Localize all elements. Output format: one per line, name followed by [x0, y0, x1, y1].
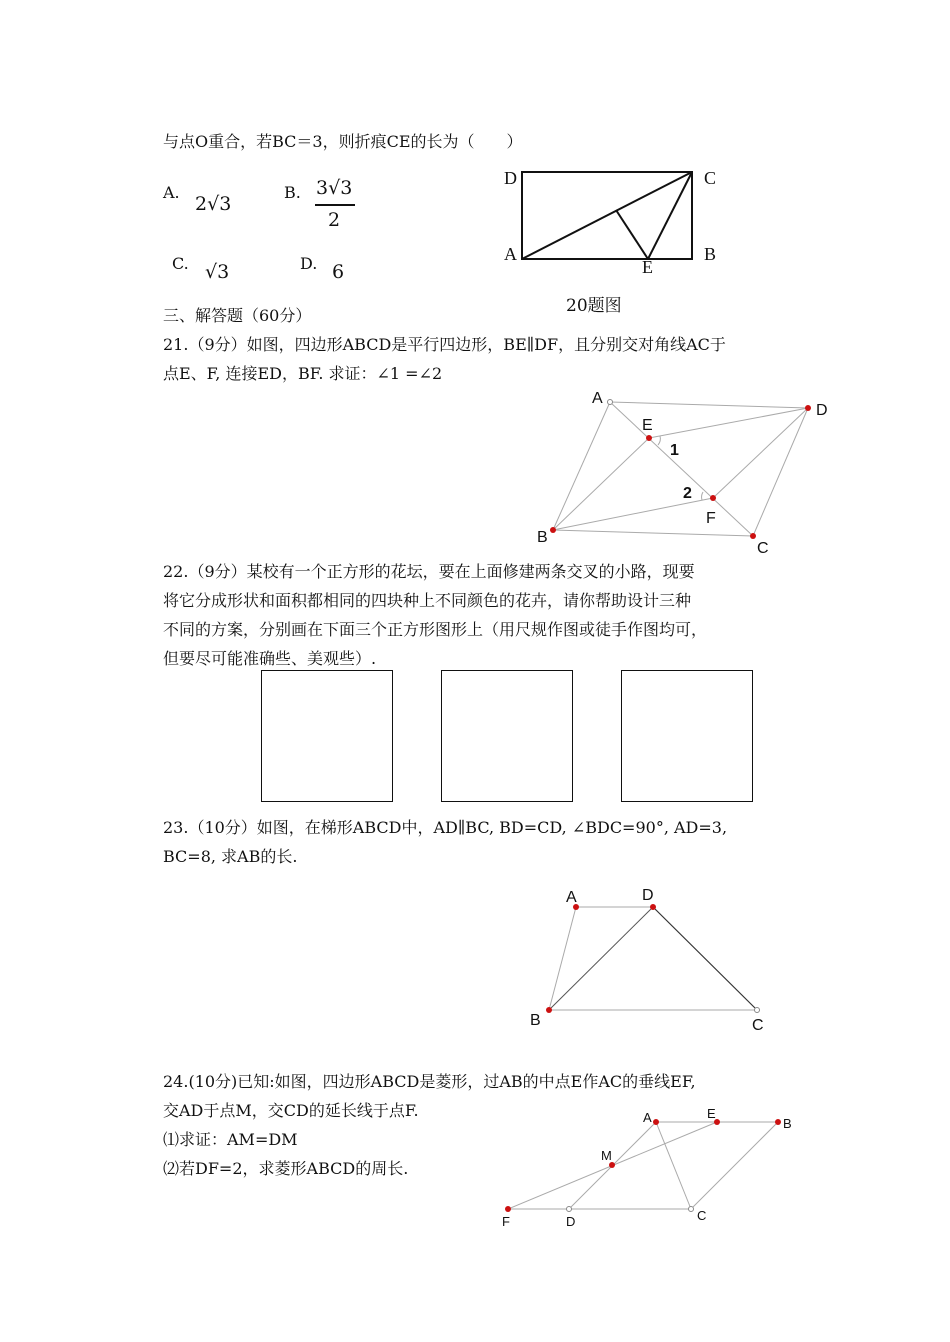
q21-point-c	[750, 533, 756, 539]
q21-side-ad	[610, 402, 808, 408]
q21-label-angle-2: 2	[683, 485, 692, 502]
q23-side-dc	[653, 907, 757, 1010]
q22-line-2: 将它分成形状和面积都相同的四块种上不同颜色的花卉，请你帮助设计三种	[163, 591, 692, 610]
q23-line-1: 23.（10分）如图，在梯形ABCD中，AD∥BC, BD=CD, ∠BDC=90°, AD=3,	[163, 818, 728, 837]
q23-label-b: B	[530, 1012, 541, 1029]
q20-option-a-label: A.	[163, 183, 180, 202]
q20-stem-line: 与点O重合，若BC＝3，则折痕CE的长为（ ）	[163, 132, 523, 151]
q24-label-d: D	[566, 1214, 576, 1229]
q21-label-c: C	[757, 540, 769, 557]
q20-option-d-value: 6	[332, 261, 345, 283]
q20-label-b: B	[704, 244, 717, 264]
q21-segment-ed	[649, 408, 808, 438]
q23-label-c: C	[752, 1017, 764, 1034]
q21-side-cb	[553, 530, 753, 536]
q24-side-bc	[691, 1122, 778, 1209]
q23-point-d	[650, 904, 656, 910]
q23-diagonal-bd	[549, 907, 653, 1010]
q24-point-b	[775, 1119, 781, 1125]
q21-label-e: E	[642, 417, 653, 434]
q21-label-b: B	[537, 529, 548, 546]
q21-segment-bf	[553, 498, 713, 530]
q20-segment-oe	[616, 210, 648, 259]
section-heading: 三、解答题（60分）	[163, 306, 312, 325]
q21-angle-1-arc	[658, 436, 660, 445]
q21-point-a	[608, 400, 613, 405]
q20-diagonal-ac	[522, 172, 692, 259]
q21-label-a: A	[592, 390, 603, 407]
q23-point-c	[755, 1008, 760, 1013]
q24-line-1: 24.(10分)已知:如图，四边形ABCD是菱形，过AB的中点E作AC的垂线EF,	[163, 1072, 696, 1091]
q21-point-f	[710, 495, 716, 501]
q20-option-c-label: C.	[172, 254, 189, 273]
q24-part-1: ⑴求证：AM=DM	[163, 1130, 298, 1149]
q21-angle-2-arc	[702, 492, 703, 500]
q24-label-m: M	[601, 1148, 612, 1163]
q24-figure	[508, 1122, 778, 1209]
q22-line-4: 但要尽可能准确些、美观些）.	[163, 649, 377, 668]
q23-line-2: BC=8, 求AB的长.	[163, 847, 298, 866]
q22-line-1: 22.（9分）某校有一个正方形的花坛，要在上面修建两条交叉的小路，现要	[163, 562, 695, 581]
q21-segment-be	[553, 438, 649, 530]
q20-option-b-denominator: 2	[328, 209, 341, 231]
q21-label-d: D	[816, 402, 828, 419]
q23-label-d: D	[642, 887, 654, 904]
q21-segment-fd	[713, 408, 808, 498]
q21-side-ba	[553, 402, 610, 530]
q24-label-e: E	[707, 1106, 716, 1121]
q21-point-e	[646, 435, 652, 441]
q21-label-angle-1: 1	[670, 442, 679, 459]
q24-point-a	[653, 1119, 659, 1125]
q24-point-c	[689, 1207, 694, 1212]
q20-option-b-label: B.	[284, 183, 301, 202]
q20-label-c: C	[704, 168, 717, 188]
q24-label-c: C	[697, 1208, 707, 1223]
q20-figure-caption: 20题图	[566, 296, 622, 316]
q24-point-f	[505, 1206, 511, 1212]
q24-line-2: 交AD于点M，交CD的延长线于点F.	[163, 1101, 419, 1120]
q22-line-3: 不同的方案，分别画在下面三个正方形图形上（用尺规作图或徒手作图均可，	[163, 620, 708, 639]
q21-point-b	[550, 527, 556, 533]
q20-option-c-value: √3	[205, 261, 230, 283]
q21-point-d	[805, 405, 811, 411]
q21-figure	[553, 402, 808, 536]
q20-label-e: E	[642, 257, 653, 277]
q23-point-b	[546, 1007, 552, 1013]
q24-part-2: ⑵若DF=2，求菱形ABCD的周长.	[163, 1159, 409, 1178]
q20-label-d: D	[504, 168, 517, 188]
q20-option-a-value: 2√3	[195, 193, 232, 215]
q20-crease-ce	[648, 172, 692, 259]
q24-label-f: F	[502, 1214, 510, 1229]
q24-label-a: A	[643, 1110, 652, 1125]
q23-figure	[549, 907, 757, 1010]
q21-label-f: F	[706, 510, 716, 527]
q20-option-d-label: D.	[300, 254, 318, 273]
q24-label-b: B	[783, 1116, 792, 1131]
q23-side-ab	[549, 907, 576, 1010]
q21-line-2: 点E、F, 连接ED，BF. 求证：∠1 =∠2	[163, 364, 443, 383]
q20-option-b-numerator: 3√3	[316, 177, 353, 199]
q21-line-1: 21.（9分）如图，四边形ABCD是平行四边形，BE∥DF，且分别交对角线AC于	[163, 335, 726, 354]
q23-label-a: A	[566, 889, 577, 906]
q20-label-a: A	[504, 244, 517, 264]
q21-side-dc	[753, 408, 808, 536]
q24-point-d	[567, 1207, 572, 1212]
q20-figure	[522, 172, 692, 259]
